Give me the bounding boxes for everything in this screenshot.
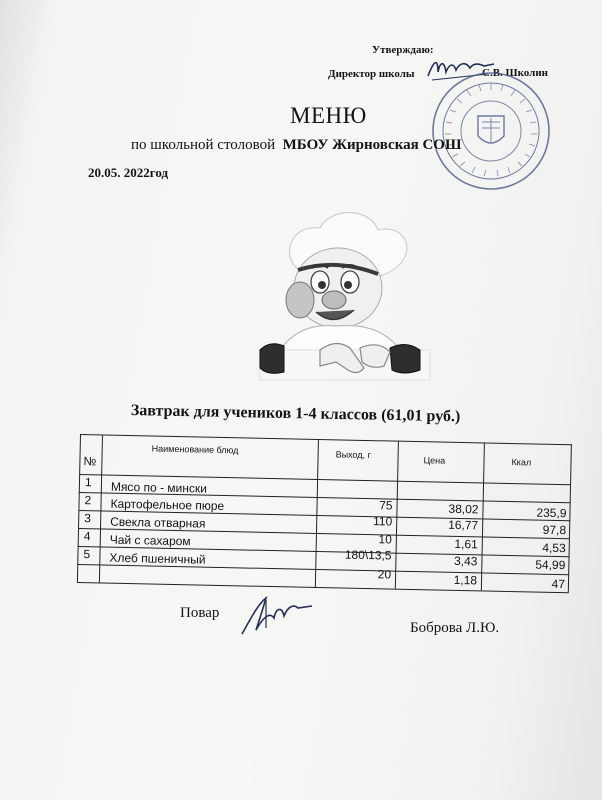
cook-label: Повар <box>180 605 220 621</box>
table-row-2-weight: 110 <box>372 514 393 529</box>
table-row-4-num: 4 <box>83 529 91 544</box>
table-row-2-num: 2 <box>84 493 92 508</box>
meal-title: Завтрак для учеников 1-4 классов (61,01 руб.) <box>130 402 461 426</box>
table-row-2-price: 16,77 <box>448 517 479 533</box>
chef-illustration <box>240 200 440 390</box>
menu-table <box>77 434 572 602</box>
table-row-5-kcal: 47 <box>551 576 566 592</box>
table-row-4-name: Чай с сахаром <box>109 532 191 549</box>
col-header-price: Цена <box>423 455 446 466</box>
page-title: МЕНЮ <box>290 103 367 128</box>
table-row-1-price: 38,02 <box>448 501 479 517</box>
col-header-kcal: Ккал <box>511 457 532 468</box>
table-row-3-weight: 10 <box>378 532 393 547</box>
table-row-4-price: 3,43 <box>453 553 478 569</box>
cook-name: Боброва Л.Ю. <box>410 620 500 636</box>
col-header-weight: Выход, г <box>335 449 371 461</box>
school-stamp <box>430 70 552 192</box>
table-row-3-kcal: 4,53 <box>542 540 566 556</box>
subtitle-prefix: по школьной столовой <box>131 137 276 153</box>
cook-signature <box>236 590 316 640</box>
table-row-5-name: Хлеб пшеничный <box>109 550 206 567</box>
table-row-3-name: Свекла отварная <box>110 514 206 531</box>
table-row-5-weight: 20 <box>377 567 392 582</box>
col-header-num: № <box>83 454 97 469</box>
table-row-4-kcal: 54,99 <box>535 557 566 573</box>
table-row-2-name: Картофельное пюре <box>110 496 225 514</box>
table-row-3-num: 3 <box>84 511 92 526</box>
school-name: МБОУ Жирновская СОШ <box>282 137 462 153</box>
table-row-5-num: 5 <box>83 547 91 562</box>
approval-name: С.В. Школин <box>482 67 549 79</box>
table-row-3-price: 1,61 <box>454 536 478 552</box>
approval-position: Директор школы <box>328 68 415 80</box>
approval-title: Утверждаю: <box>372 44 434 56</box>
table-row-2-kcal: 97,8 <box>542 522 567 538</box>
menu-date: 20.05. 2022год <box>88 165 169 180</box>
col-header-name: Наименование блюд <box>151 443 239 456</box>
table-row-1-num: 1 <box>84 475 92 490</box>
table-row-4-weight: 180\13,5 <box>344 547 392 563</box>
table-row-1-name: Мясо по - мински <box>110 479 208 496</box>
table-row-5-price: 1,18 <box>453 572 478 588</box>
table-row-1-kcal: 235,9 <box>536 505 567 521</box>
table-row-1-weight: 75 <box>379 498 393 513</box>
subtitle <box>131 137 461 154</box>
